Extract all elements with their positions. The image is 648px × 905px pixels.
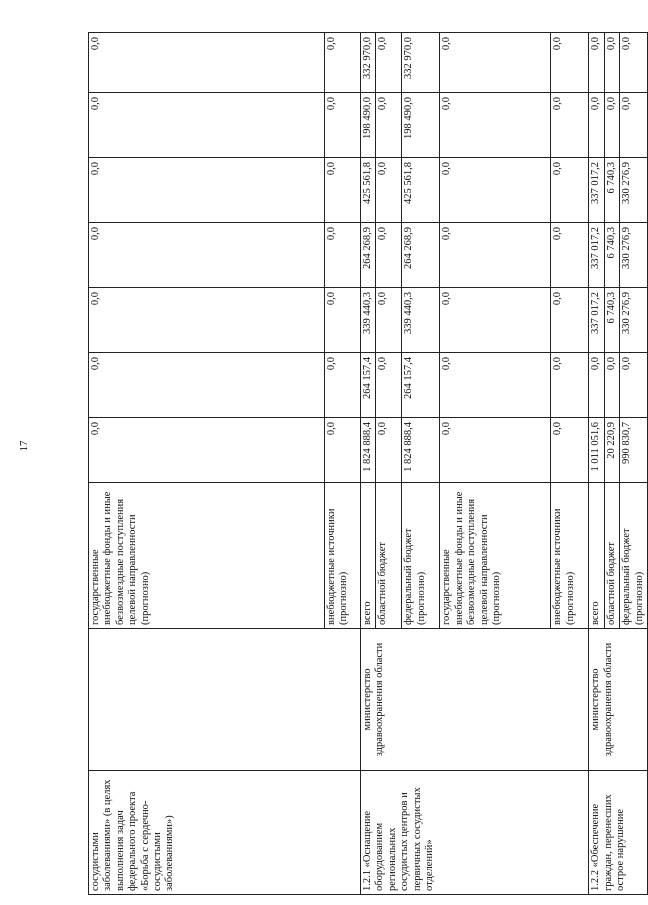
value-cell: 0,0 xyxy=(440,158,551,223)
value-cell: 0,0 xyxy=(551,33,589,93)
value-cell: 0,0 xyxy=(376,93,402,158)
value-cell: 0,0 xyxy=(440,288,551,353)
table-row xyxy=(589,33,604,895)
value-cell: 0,0 xyxy=(325,418,361,483)
value-cell: 0,0 xyxy=(440,418,551,483)
budget-table xyxy=(88,32,648,895)
table-row xyxy=(361,33,376,895)
value-cell: 0,0 xyxy=(89,288,325,353)
value-cell: 0,0 xyxy=(89,158,325,223)
executor: министерство здравоохранения области xyxy=(361,629,589,771)
value-cell: 0,0 xyxy=(440,93,551,158)
value-cell: 332 970,0 xyxy=(361,33,376,93)
value-cell: 0,0 xyxy=(440,223,551,288)
value-cell: 264 157,4 xyxy=(361,353,376,418)
value-cell: 198 490,0 xyxy=(402,93,440,158)
value-cell: 0,0 xyxy=(89,33,325,93)
rotated-table-area xyxy=(88,33,645,895)
value-cell: 0,0 xyxy=(325,93,361,158)
value-cell: 330 276,9 xyxy=(620,288,648,353)
value-cell: 0,0 xyxy=(440,353,551,418)
value-cell: 0,0 xyxy=(551,353,589,418)
funding-source: федеральный бюджет (прогнозно) xyxy=(620,483,648,629)
funding-source: внебюджетные источники (прогнозно) xyxy=(551,483,589,629)
value-cell: 339 440,3 xyxy=(361,288,376,353)
value-cell: 337 017,2 xyxy=(589,158,604,223)
value-cell: 0,0 xyxy=(376,33,402,93)
value-cell: 264 268,9 xyxy=(361,223,376,288)
value-cell: 339 440,3 xyxy=(402,288,440,353)
value-cell: 330 276,9 xyxy=(620,158,648,223)
value-cell: 0,0 xyxy=(89,93,325,158)
value-cell: 332 970,0 xyxy=(402,33,440,93)
value-cell: 0,0 xyxy=(325,353,361,418)
value-cell: 6 740,3 xyxy=(604,223,619,288)
value-cell: 425 561,8 xyxy=(361,158,376,223)
funding-source: областной бюджет xyxy=(604,483,619,629)
value-cell: 0,0 xyxy=(376,223,402,288)
page-number: 17 xyxy=(18,440,30,452)
funding-source: внебюджетные источники (прогнозно) xyxy=(325,483,361,629)
funding-source: федеральный бюджет (прогнозно) xyxy=(402,483,440,629)
value-cell: 0,0 xyxy=(376,353,402,418)
rotated-table xyxy=(88,33,645,895)
funding-source: областной бюджет xyxy=(376,483,402,629)
value-cell: 0,0 xyxy=(325,223,361,288)
table-row xyxy=(89,33,325,895)
value-cell: 0,0 xyxy=(376,288,402,353)
value-cell: 0,0 xyxy=(551,158,589,223)
funding-source: государственные внебюджетные фонды и иные безвозмездные поступления целевой направленности (прогнозно) xyxy=(440,483,551,629)
value-cell: 0,0 xyxy=(376,418,402,483)
value-cell: 0,0 xyxy=(325,33,361,93)
value-cell: 1 824 888,4 xyxy=(402,418,440,483)
value-cell: 0,0 xyxy=(89,418,325,483)
executor: министерство здравоохранения области xyxy=(589,629,648,771)
value-cell: 0,0 xyxy=(620,33,648,93)
value-cell: 0,0 xyxy=(551,223,589,288)
value-cell: 0,0 xyxy=(604,353,619,418)
value-cell: 330 276,9 xyxy=(620,223,648,288)
value-cell: 264 157,4 xyxy=(402,353,440,418)
value-cell: 425 561,8 xyxy=(402,158,440,223)
value-cell: 0,0 xyxy=(440,33,551,93)
event-label: 1.2.2 «Обеспечение граждан, перенесших острое нарушение xyxy=(589,771,648,895)
value-cell: 0,0 xyxy=(589,33,604,93)
value-cell: 1 824 888,4 xyxy=(361,418,376,483)
value-cell: 0,0 xyxy=(589,353,604,418)
executor xyxy=(89,629,361,771)
value-cell: 264 268,9 xyxy=(402,223,440,288)
funding-source: государственные внебюджетные фонды и иные безвозмездные поступления целевой направленности (прогнозно) xyxy=(89,483,325,629)
value-cell: 0,0 xyxy=(325,288,361,353)
value-cell: 20 220,9 xyxy=(604,418,619,483)
event-label: сосудистыми заболеваниями» (в целях выполнения задач федерального проекта «Борьба с сердечно-сосудистыми заболеваниями») xyxy=(89,771,361,895)
value-cell: 0,0 xyxy=(325,158,361,223)
value-cell: 0,0 xyxy=(620,353,648,418)
value-cell: 337 017,2 xyxy=(589,223,604,288)
value-cell: 0,0 xyxy=(376,158,402,223)
value-cell: 6 740,3 xyxy=(604,158,619,223)
funding-source: всего xyxy=(589,483,604,629)
value-cell: 0,0 xyxy=(604,93,619,158)
value-cell: 337 017,2 xyxy=(589,288,604,353)
value-cell: 0,0 xyxy=(551,418,589,483)
value-cell: 1 011 051,6 xyxy=(589,418,604,483)
value-cell: 990 830,7 xyxy=(620,418,648,483)
value-cell: 198 490,0 xyxy=(361,93,376,158)
value-cell: 0,0 xyxy=(604,33,619,93)
value-cell: 6 740,3 xyxy=(604,288,619,353)
value-cell: 0,0 xyxy=(551,288,589,353)
value-cell: 0,0 xyxy=(551,93,589,158)
funding-source: всего xyxy=(361,483,376,629)
value-cell: 0,0 xyxy=(620,93,648,158)
value-cell: 0,0 xyxy=(89,353,325,418)
value-cell: 0,0 xyxy=(589,93,604,158)
value-cell: 0,0 xyxy=(89,223,325,288)
event-label: 1.2.1 «Оснащение оборудованием региональных сосудистых центров и первичных сосудистых отделений» xyxy=(361,771,589,895)
